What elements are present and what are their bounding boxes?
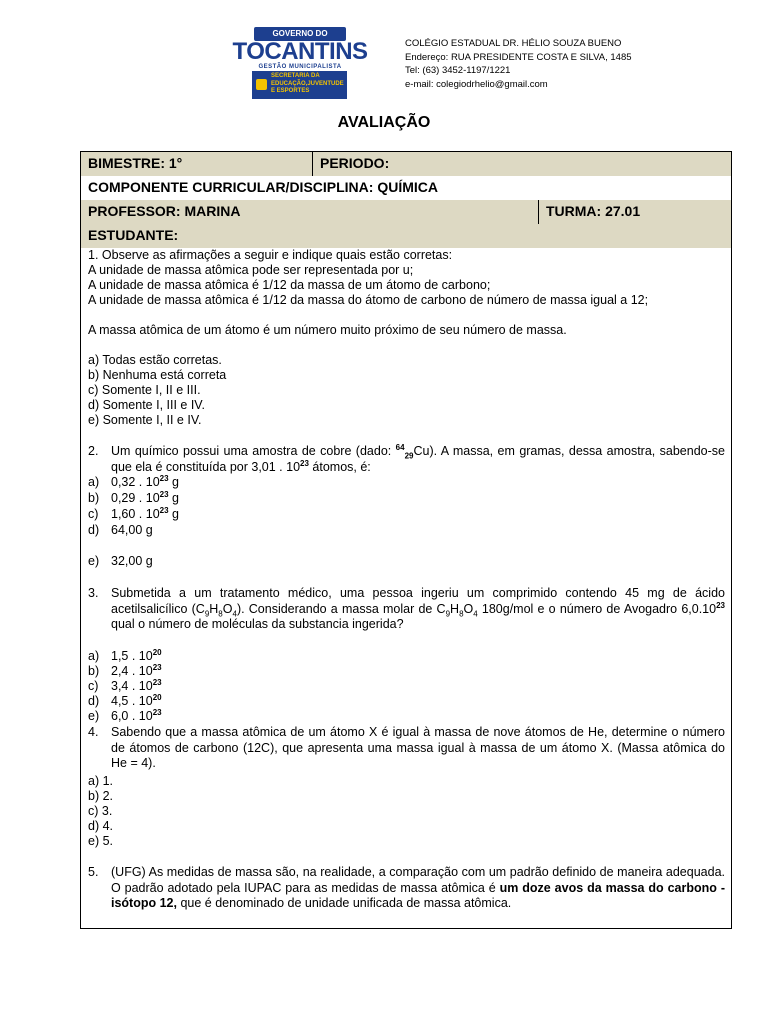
- element-symbol: Cu: [413, 444, 430, 458]
- option-value: 4,5 . 10: [111, 694, 153, 708]
- q3-option-d-label: d): [88, 694, 100, 708]
- unit: g: [168, 491, 179, 505]
- exam-table: [80, 151, 732, 929]
- subscript: 8: [459, 609, 464, 618]
- q5-text-part: (UFG) As medidas de massa são, na realidade, a comparação com um padrão definido de maneira adequada. O padrão adotado pela IUPAC para as medidas de massa atômica é: [111, 865, 725, 895]
- exponent: 23: [159, 489, 169, 499]
- row-professor: [81, 200, 731, 225]
- q3-option-a: [111, 649, 162, 664]
- q2-option-e-label: e): [88, 554, 100, 568]
- q4-option-c: c) 3.: [88, 804, 113, 818]
- professor-cell: PROFESSOR: MARINA: [88, 203, 241, 219]
- q2-option-d-label: d): [88, 523, 100, 537]
- unit: g: [168, 475, 179, 489]
- subscript: 4: [232, 609, 237, 618]
- exponent: 23: [159, 473, 169, 483]
- q3-option-c: [111, 679, 162, 694]
- subscript: 8: [218, 609, 223, 618]
- tocantins-logo: [226, 27, 374, 99]
- exponent: 23: [716, 600, 725, 610]
- q1-statement-3: A unidade de massa atômica é 1/12 da massa do átomo de carbono de número de massa igual a 12;: [88, 293, 649, 307]
- q2-option-c: [111, 507, 179, 522]
- q3-option-e: [111, 709, 162, 724]
- q3-option-b-label: b): [88, 664, 100, 678]
- q3-option-d: [111, 694, 162, 709]
- q3-text-part: qual o número de moléculas da substancia ingerida?: [111, 617, 404, 631]
- page-title: AVALIAÇÃO: [337, 114, 431, 131]
- row-bimestre: [81, 152, 731, 177]
- option-value: 2,4 . 10: [111, 664, 153, 678]
- row-componente: [81, 176, 731, 201]
- option-value: 1,5 . 10: [111, 649, 153, 663]
- q2-option-e: 32,00 g: [111, 554, 153, 568]
- estudante-cell: ESTUDANTE:: [88, 227, 179, 243]
- subscript: 4: [473, 609, 478, 618]
- q3-text-part: 180g/mol e o número de Avogadro 6,0.10: [477, 601, 717, 616]
- q5-text-part: que é denominado de unidade unificada de massa atômica.: [176, 896, 512, 910]
- option-value: 0,32 . 10: [111, 475, 160, 489]
- q3-option-c-label: c): [88, 679, 99, 693]
- row-estudante: [81, 224, 731, 249]
- exponent: 23: [300, 458, 309, 468]
- q1-option-d: d) Somente I, III e IV.: [88, 398, 205, 412]
- q2-option-c-label: c): [88, 507, 99, 521]
- q2-option-b: [111, 491, 179, 506]
- mass-number: 64: [395, 442, 405, 452]
- option-value: 0,29 . 10: [111, 491, 160, 505]
- school-info: [405, 37, 632, 91]
- q2-text-part: ). A massa, em gramas, dessa amostra, sabendo-se que ela é constituída por 3,01 . 10: [111, 444, 725, 474]
- turma-cell: TURMA: 27.01: [546, 203, 641, 219]
- formula-symbol: H: [209, 601, 219, 616]
- q3-text: [111, 586, 725, 633]
- q2-option-a: [111, 475, 179, 490]
- atomic-number: 29: [404, 451, 414, 461]
- q2-option-a-label: a): [88, 475, 100, 489]
- q3-option-a-label: a): [88, 649, 100, 663]
- option-value: 6,0 . 10: [111, 709, 153, 723]
- q4-text: Sabendo que a massa atômica de um átomo X é igual à massa de nove átomos de He, determine o número de átomos de carbono (12C), que apresenta uma massa igual à massa de um átomo X. (Massa atômica do He = 4).: [111, 725, 725, 770]
- exponent: 20: [152, 647, 162, 657]
- q2-text-part: Um químico possui uma amostra de cobre (dado:: [111, 444, 396, 458]
- q4-option-e: e) 5.: [88, 834, 114, 848]
- q3-number: 3.: [88, 586, 99, 600]
- q1-statement-1: A unidade de massa atômica pode ser representada por u;: [88, 263, 414, 277]
- q1-stem: 1. Observe as afirmações a seguir e indique quais estão corretas:: [88, 248, 453, 262]
- exponent: 23: [152, 677, 162, 687]
- q4-option-b: b) 2.: [88, 789, 114, 803]
- formula-symbol: O: [463, 601, 474, 616]
- q1-option-e: e) Somente I, II e IV.: [88, 413, 202, 427]
- formula-symbol: O: [222, 601, 233, 616]
- q1-statement-2: A unidade de massa atômica é 1/12 da massa de um átomo de carbono;: [88, 278, 491, 292]
- logo-name: TOCANTINS: [232, 38, 368, 65]
- q2-option-b-label: b): [88, 491, 100, 505]
- subscript: 9: [204, 609, 210, 618]
- questions-area: [81, 248, 731, 928]
- formula-symbol: H: [450, 601, 460, 616]
- school-phone: Tel: (63) 3452-1197/1221: [405, 65, 511, 76]
- school-email: e-mail: colegiodrhelio@gmail.com: [405, 78, 548, 90]
- q4-option-a: a) 1.: [88, 774, 114, 788]
- emblem-icon: [256, 79, 267, 90]
- logo-secretaria: SECRETARIA DA EDUCAÇÃO,JUVENTUDE E ESPORTES: [271, 73, 344, 94]
- logo-subtitle: GESTÃO MUNICIPALISTA: [258, 64, 342, 70]
- q1-option-b: b) Nenhuma está correta: [88, 368, 227, 382]
- option-value: 1,60 . 10: [111, 507, 160, 521]
- q4-option-d: d) 4.: [88, 819, 114, 833]
- q1-option-a: a) Todas estão corretas.: [88, 353, 222, 367]
- bimestre-cell: BIMESTRE: 1°: [88, 155, 183, 171]
- componente-cell: COMPONENTE CURRICULAR/DISCIPLINA: QUÍMICA: [88, 179, 438, 195]
- q2-option-d: 64,00 g: [111, 523, 153, 537]
- exponent: 23: [159, 505, 169, 515]
- q5-text: [111, 865, 725, 912]
- q3-option-b: [111, 664, 162, 679]
- q2-text-part: átomos, é:: [308, 459, 371, 474]
- option-value: 3,4 . 10: [111, 679, 153, 693]
- q5-number: 5.: [88, 865, 99, 879]
- q5-bold-text: um doze avos da massa do carbono - isótopo 12,: [111, 880, 725, 910]
- logo-top-text: GOVERNO DO: [254, 27, 346, 41]
- school-name: COLÉGIO ESTADUAL DR. HÉLIO SOUZA BUENO: [405, 38, 622, 49]
- school-address: Endereço: RUA PRESIDENTE COSTA E SILVA, 1485: [405, 51, 632, 63]
- exponent: 23: [152, 662, 162, 672]
- q2-text: [111, 444, 725, 475]
- logo-secretaria-box: [252, 71, 347, 99]
- exponent: 23: [152, 707, 162, 717]
- subscript: 9: [445, 609, 451, 618]
- periodo-cell: PERIODO:: [320, 155, 390, 171]
- q1-statement-4: A massa atômica de um átomo é um número muito próximo de seu número de massa.: [88, 323, 567, 337]
- q3-text-part: Submetida a um tratamento médico, uma pessoa ingeriu um comprimido contendo 45 mg de ácido acetilsalicílico (C: [111, 586, 725, 616]
- q4-number: 4.: [88, 725, 99, 739]
- q3-option-e-label: e): [88, 709, 100, 723]
- q1-option-c: c) Somente I, II e III.: [88, 383, 201, 397]
- unit: g: [168, 507, 179, 521]
- exponent: 20: [152, 692, 162, 702]
- q2-number: 2.: [88, 444, 99, 458]
- q3-text-part: ). Considerando a massa molar de C: [236, 601, 446, 616]
